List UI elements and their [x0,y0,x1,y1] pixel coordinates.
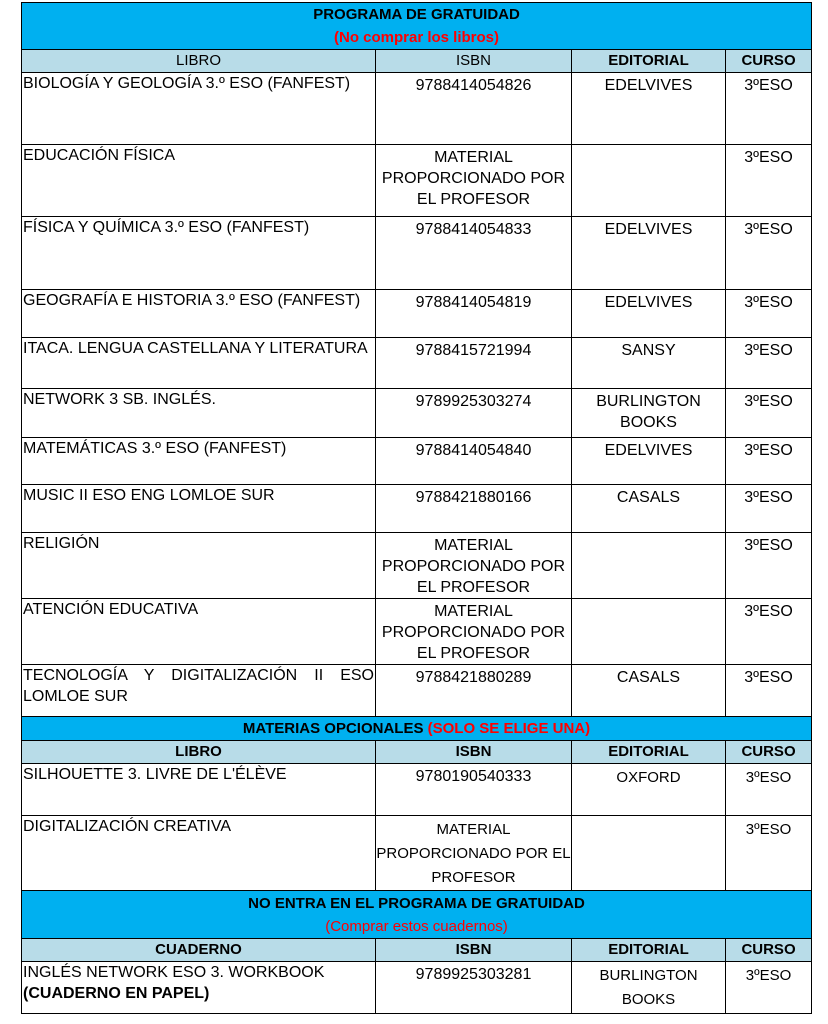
book-title: FÍSICA Y QUÍMICA 3.º ESO (FANFEST) [22,217,376,290]
book-curso: 3ºESO [726,962,812,1014]
book-isbn: 9789925303281 [376,962,572,1014]
notebook-title: INGLÉS NETWORK ESO 3. WORKBOOK [23,964,325,981]
book-editorial: OXFORD [572,764,726,816]
book-editorial: BURLINGTON BOOKS [572,962,726,1014]
book-title: MATEMÁTICAS 3.º ESO (FANFEST) [22,438,376,485]
header-editorial: EDITORIAL [572,741,726,764]
book-isbn: 9789925303274 [376,389,572,438]
textbook-list-table [21,2,812,1014]
table-row [22,438,812,485]
header-cuaderno: CUADERNO [22,939,376,962]
book-editorial: CASALS [572,485,726,533]
book-isbn: MATERIAL PROPORCIONADO POR EL PROFESOR [376,533,572,599]
book-curso: 3ºESO [726,665,812,717]
book-title: EDUCACIÓN FÍSICA [22,145,376,217]
book-curso: 3ºESO [726,217,812,290]
book-title: ATENCIÓN EDUCATIVA [22,599,376,665]
section3-subtitle: (Comprar estos cuadernos) [325,917,508,935]
book-isbn: 9788421880289 [376,665,572,717]
book-curso: 3ºESO [726,290,812,338]
header-isbn: ISBN [376,50,572,73]
book-editorial: EDELVIVES [572,73,726,145]
book-isbn: MATERIAL PROPORCIONADO POR EL PROFESOR [376,145,572,217]
section2-banner-row [22,717,812,741]
notebook-note: (CUADERNO EN PAPEL) [23,985,210,1002]
section3-banner [22,891,812,939]
book-isbn: 9788414054819 [376,290,572,338]
header-curso: CURSO [726,50,812,73]
book-curso: 3ºESO [726,764,812,816]
table-row [22,290,812,338]
book-title: ITACA. LENGUA CASTELLANA Y LITERATURA [22,338,376,389]
header-curso: CURSO [726,741,812,764]
book-title: SILHOUETTE 3. LIVRE DE L'ÉLÈVE [22,764,376,816]
book-editorial: SANSY [572,338,726,389]
section3-title: NO ENTRA EN EL PROGRAMA DE GRATUIDAD [248,894,585,912]
book-curso: 3ºESO [726,485,812,533]
section2-title: MATERIAS OPCIONALES [242,720,428,737]
header-editorial: EDITORIAL [572,939,726,962]
book-curso: 3ºESO [726,438,812,485]
book-isbn: MATERIAL PROPORCIONADO POR EL PROFESOR [376,599,572,665]
book-editorial: EDELVIVES [572,438,726,485]
table-row [22,816,812,891]
book-editorial [572,533,726,599]
section1-subtitle: (No comprar los libros) [334,29,500,46]
book-editorial: BURLINGTON BOOKS [572,389,726,438]
book-isbn: 9788414054840 [376,438,572,485]
book-curso: 3ºESO [726,73,812,145]
book-title: DIGITALIZACIÓN CREATIVA [22,816,376,891]
book-title: GEOGRAFÍA E HISTORIA 3.º ESO (FANFEST) [22,290,376,338]
book-title: NETWORK 3 SB. INGLÉS. [22,389,376,438]
section3-header-row [22,939,812,962]
section1-title: PROGRAMA DE GRATUIDAD [313,6,520,23]
header-libro: LIBRO [22,50,376,73]
book-title: RELIGIÓN [22,533,376,599]
book-isbn: MATERIAL PROPORCIONADO POR EL PROFESOR [376,816,572,891]
section1-banner [22,3,812,50]
book-isbn: 9780190540333 [376,764,572,816]
book-editorial: EDELVIVES [572,217,726,290]
section1-banner-row [22,3,812,50]
book-curso: 3ºESO [726,816,812,891]
table-row [22,145,812,217]
book-curso: 3ºESO [726,599,812,665]
table-row [22,599,812,665]
table-row [22,665,812,717]
table-row [22,962,812,1014]
book-isbn: 9788414054833 [376,217,572,290]
header-curso: CURSO [726,939,812,962]
book-curso: 3ºESO [726,533,812,599]
header-editorial: EDITORIAL [572,50,726,73]
book-editorial: EDELVIVES [572,290,726,338]
book-curso: 3ºESO [726,145,812,217]
table-row [22,217,812,290]
header-isbn: ISBN [376,939,572,962]
book-isbn: 9788414054826 [376,73,572,145]
table-row [22,389,812,438]
book-editorial [572,816,726,891]
book-editorial [572,599,726,665]
table-row [22,764,812,816]
book-curso: 3ºESO [726,389,812,438]
table-row [22,485,812,533]
book-isbn: 9788415721994 [376,338,572,389]
section1-header-row [22,50,812,73]
table-row [22,533,812,599]
header-isbn: ISBN [376,741,572,764]
section2-subtitle: (SOLO SE ELIGE UNA) [427,720,591,737]
book-editorial: CASALS [572,665,726,717]
table-row [22,73,812,145]
section3-banner-row [22,891,812,939]
book-title: MUSIC II ESO ENG LOMLOE SUR [22,485,376,533]
notebook-cell [22,962,376,1014]
header-libro: LIBRO [22,741,376,764]
section2-banner [22,717,812,741]
section2-header-row [22,741,812,764]
book-title: BIOLOGÍA Y GEOLOGÍA 3.º ESO (FANFEST) [22,73,376,145]
book-curso: 3ºESO [726,338,812,389]
book-editorial [572,145,726,217]
table-row [22,338,812,389]
book-isbn: 9788421880166 [376,485,572,533]
book-title: TECNOLOGÍA Y DIGITALIZACIÓN II ESO LOMLOE SUR [22,665,376,717]
